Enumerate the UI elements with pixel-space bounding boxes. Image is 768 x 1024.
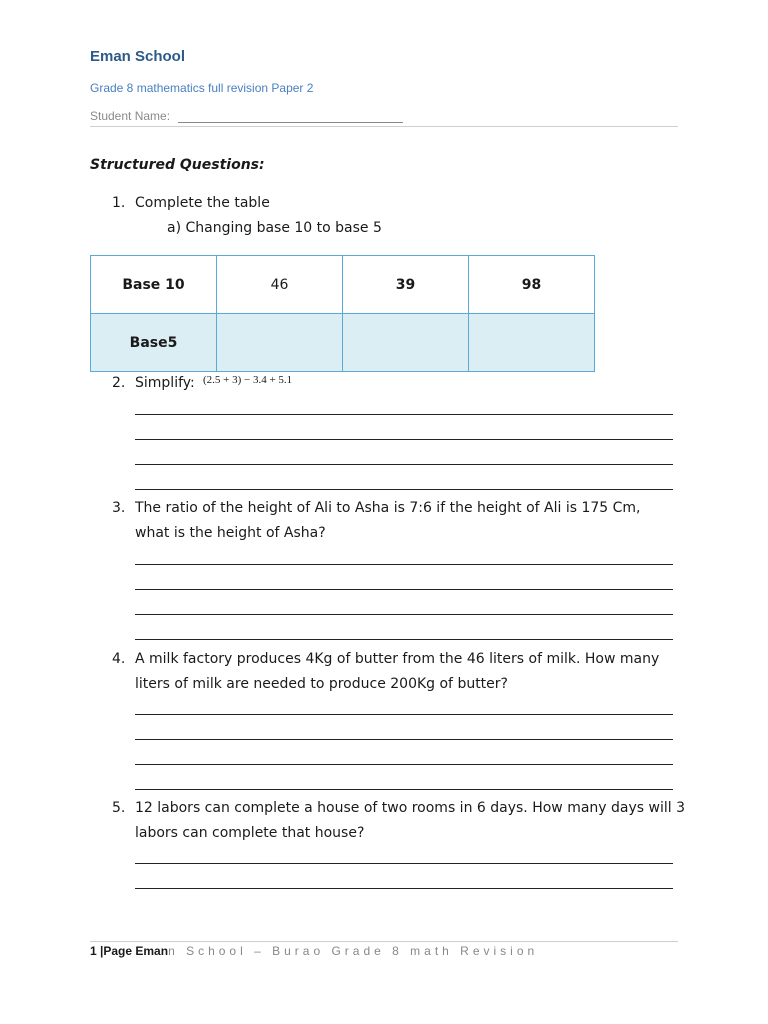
table-cell: 46	[217, 256, 343, 314]
student-name-label: Student Name:	[90, 109, 171, 123]
footer-page-number: 1 |Page Eman	[90, 944, 169, 958]
table-cell: Base5	[91, 314, 217, 372]
table-row	[91, 314, 595, 372]
school-name: Eman School	[90, 48, 186, 65]
table-cell: 98	[469, 256, 595, 314]
question-1-text: Complete the table	[135, 195, 270, 211]
answer-line	[135, 863, 673, 864]
answer-line	[135, 414, 673, 415]
answer-line	[135, 464, 673, 465]
question-5-line2: labors can complete that house?	[135, 825, 365, 841]
answer-line	[135, 714, 673, 715]
header-divider	[90, 126, 678, 127]
paper-subtitle: Grade 8 mathematics full revision Paper 2	[90, 81, 314, 95]
section-heading: Structured Questions:	[90, 157, 265, 173]
question-4-line1: A milk factory produces 4Kg of butter from the 46 liters of milk. How many	[135, 651, 660, 667]
answer-line	[135, 439, 673, 440]
footer-divider	[90, 941, 678, 942]
answer-line	[135, 764, 673, 765]
page-footer	[90, 944, 538, 958]
answer-line	[135, 888, 673, 889]
question-5-line1: 12 labors can complete a house of two rooms in 6 days. How many days will 3	[135, 800, 685, 816]
table-cell: 39	[343, 256, 469, 314]
footer-text: n School – Burao Grade 8 math Revision	[168, 944, 539, 958]
answer-line	[135, 589, 673, 590]
base-conversion-table	[90, 255, 595, 372]
question-4-line2: liters of milk are needed to produce 200Kg of butter?	[135, 676, 508, 692]
table-cell	[217, 314, 343, 372]
question-3-line1: The ratio of the height of Ali to Asha is 7:6 if the height of Ali is 175 Cm,	[135, 500, 641, 516]
answer-line	[135, 489, 673, 490]
question-2-text: Simplify:	[135, 375, 195, 391]
answer-line	[135, 614, 673, 615]
question-3-line2: what is the height of Asha?	[135, 525, 326, 541]
table-cell	[469, 314, 595, 372]
table-row	[91, 256, 595, 314]
question-1a-text: a) Changing base 10 to base 5	[167, 220, 382, 236]
question-3-number: 3.	[112, 500, 126, 516]
table-cell: Base 10	[91, 256, 217, 314]
question-4-number: 4.	[112, 651, 126, 667]
question-5-number: 5.	[112, 800, 126, 816]
table-cell	[343, 314, 469, 372]
student-name-line	[178, 122, 403, 123]
question-2-number: 2.	[112, 375, 126, 391]
answer-line	[135, 639, 673, 640]
answer-line	[135, 789, 673, 790]
question-1-number: 1.	[112, 195, 126, 211]
answer-line	[135, 739, 673, 740]
question-2-expression: (2.5 + 3) − 3.4 + 5.1	[203, 374, 293, 386]
answer-line	[135, 564, 673, 565]
